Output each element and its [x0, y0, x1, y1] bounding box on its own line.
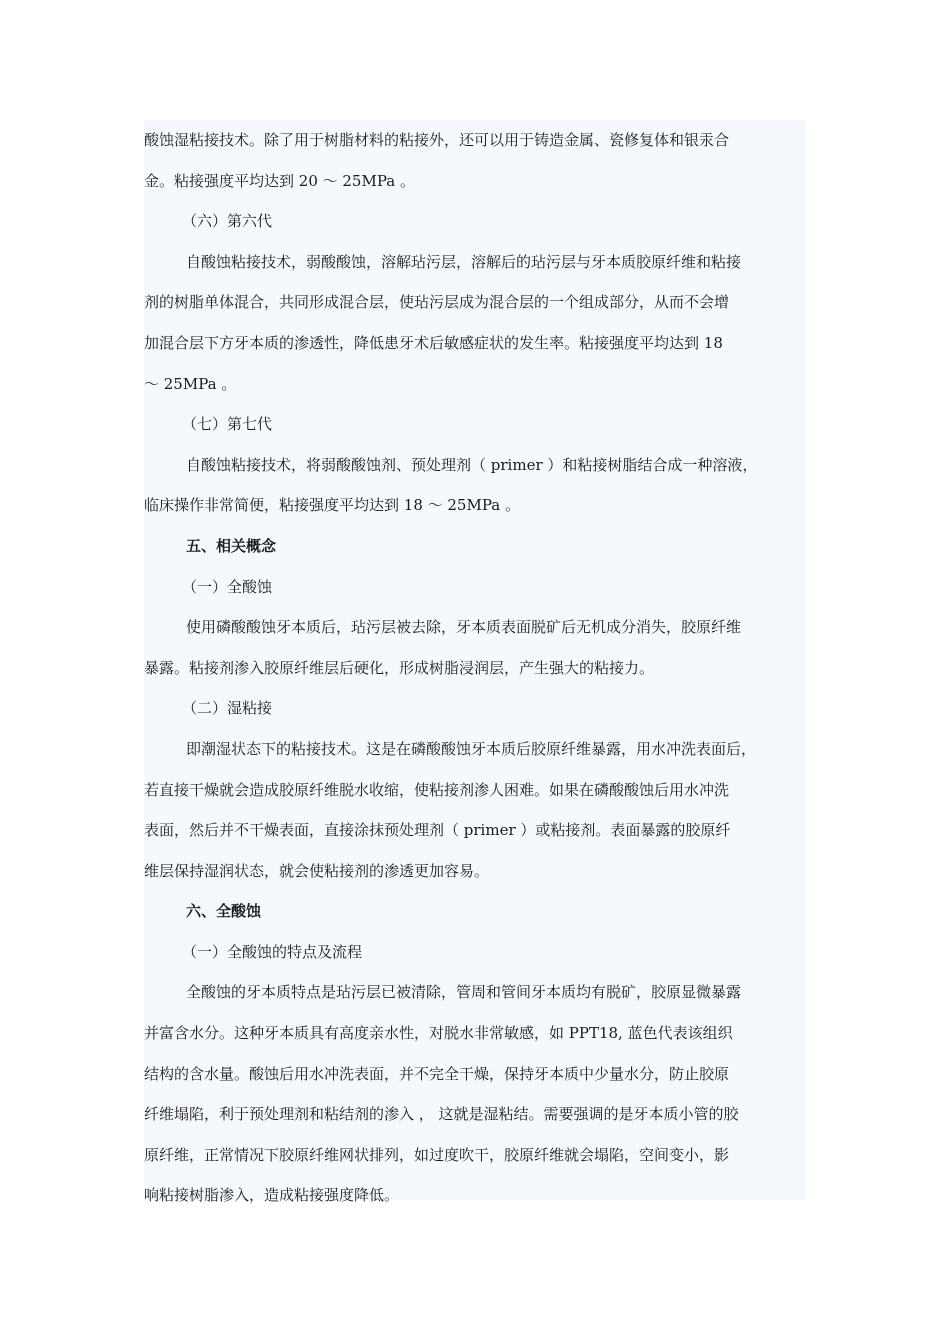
subsection-title: （一）全酸蚀 [182, 577, 273, 596]
text-line: ～ 25MPa 。 [144, 374, 237, 393]
text-line: 结构的含水量。酸蚀后用水冲洗表面，并不完全干燥，保持牙本质中少量水分，防止胶原 [144, 1064, 730, 1083]
text-line: 临床操作非常简便，粘接强度平均达到 18 ～ 25MPa 。 [144, 496, 520, 515]
paragraph-start: 即潮湿状态下的粘接技术。这是在磷酸酸蚀牙本质后胶原纤维暴露，用水冲洗表面后， [186, 739, 757, 758]
section-heading: 五、相关概念 [186, 536, 277, 555]
text-line: 原纤维，正常情况下胶原纤维网状排列，如过度吹干，胶原纤维就会塌陷，空间变小，影 [144, 1145, 730, 1164]
document-text [144, 120, 816, 1216]
text-line: 维层保持湿润状态，就会使粘接剂的渗透更加容易。 [144, 861, 490, 880]
subsection-title: （七）第七代 [182, 415, 273, 434]
section-heading: 六、全酸蚀 [186, 902, 262, 921]
subsection-title: （一）全酸蚀的特点及流程 [182, 942, 363, 961]
subsection-title: （二）湿粘接 [182, 699, 273, 718]
text-line: 表面，然后并不干燥表面，直接涂抹预处理剂（ primer ）或粘接剂。表面暴露的胶原纤 [144, 821, 731, 840]
paragraph-start: 全酸蚀的牙本质特点是玷污层已被清除，管周和管间牙本质均有脱矿，胶原显微暴露 [186, 983, 742, 1002]
subsection-title: （六）第六代 [182, 212, 273, 231]
text-line: 金。粘接强度平均达到 20 ～ 25MPa 。 [144, 171, 415, 190]
text-line: 响粘接树脂渗入，造成粘接强度降低。 [144, 1186, 400, 1205]
text-line: 酸蚀湿粘接技术。除了用于树脂材料的粘接外，还可以用于铸造金属、瓷修复体和银汞合 [144, 131, 730, 149]
text-line: 加混合层下方牙本质的渗透性，降低患牙术后敏感症状的发生率。粘接强度平均达到 18 [144, 333, 723, 352]
text-line: 并富含水分。这种牙本质具有高度亲水性，对脱水非常敏感，如 PPT18, 蓝色代表该组织 [144, 1024, 733, 1043]
text-line: 暴露。粘接剂渗入胶原纤维层后硬化，形成树脂浸润层，产生强大的粘接力。 [144, 658, 655, 677]
text-line: 剂的树脂单体混合，共同形成混合层，使玷污层成为混合层的一个组成部分，从而不会增 [144, 293, 730, 312]
paragraph-start: 自酸蚀粘接技术，弱酸酸蚀，溶解玷污层，溶解后的玷污层与牙本质胶原纤维和粘接 [186, 252, 742, 271]
paragraph-start: 自酸蚀粘接技术，将弱酸酸蚀剂、预处理剂（ primer ）和粘接树脂结合成一种溶液， [186, 455, 758, 474]
paragraph-start: 使用磷酸酸蚀牙本质后，玷污层被去除，牙本质表面脱矿后无机成分消失，胶原纤维 [186, 618, 742, 637]
text-line: 纤维塌陷，利于预处理剂和粘结剂的渗入 ， 这就是湿粘结。需要强调的是牙本质小管的胶 [144, 1105, 739, 1124]
text-line: 若直接干燥就会造成胶原纤维脱水收缩，使粘接剂渗人困难。如果在磷酸酸蚀后用水冲洗 [144, 780, 730, 799]
